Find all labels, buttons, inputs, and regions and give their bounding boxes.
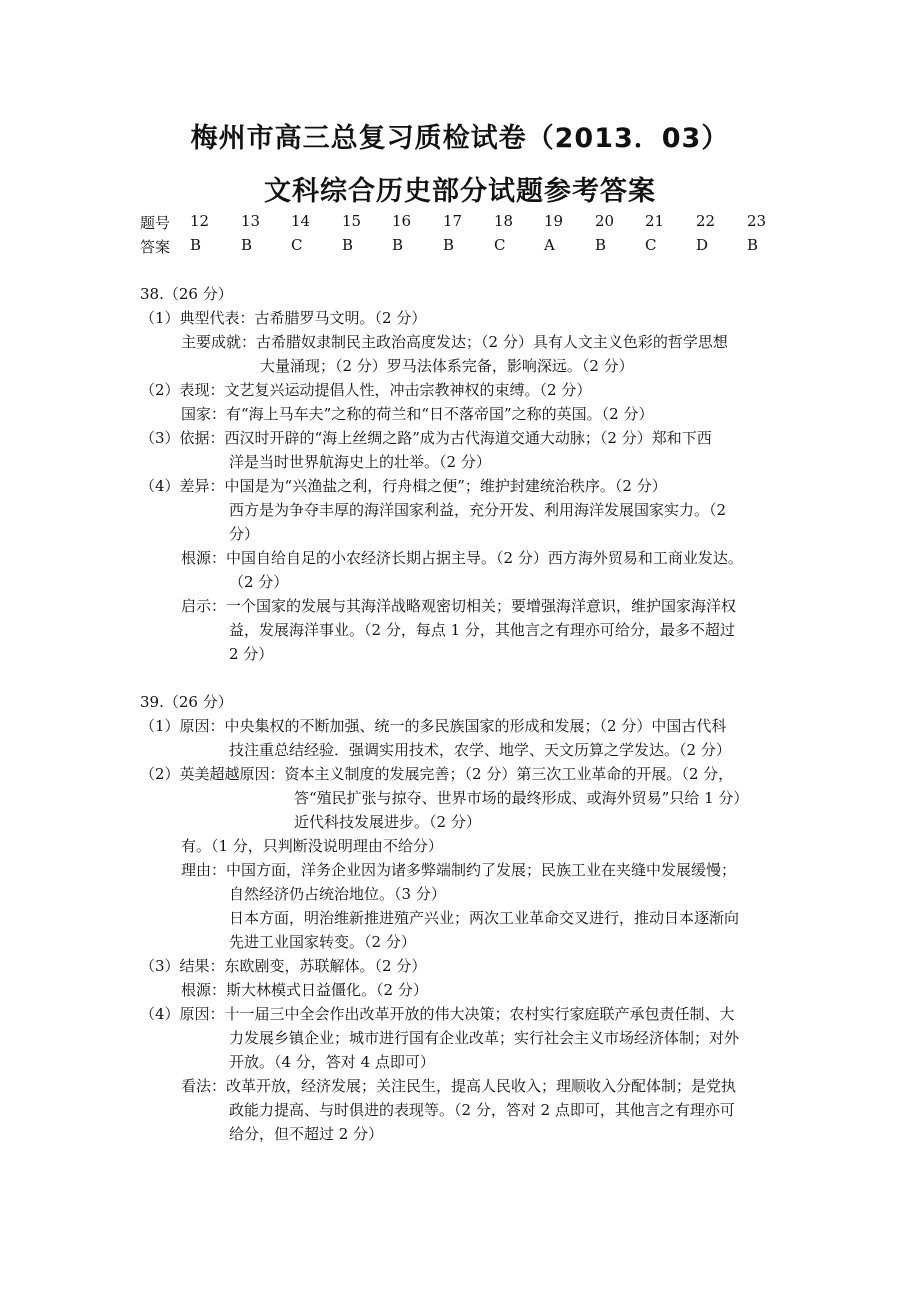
q38-heading: 38.（26 分） [140, 285, 233, 303]
answer-line: 启示：一个国家的发展与其海洋战略观密切相关；要增强海洋意识，维护国家海洋权 [181, 597, 737, 615]
answer-line: 自然经济仍占统治地位。（3 分） [229, 885, 446, 903]
answer-line: 政能力提高、与时俱进的表现等。（2 分，答对 2 点即可，其他言之有理亦可 [229, 1101, 735, 1119]
answer-line: 国家：有“海上马车夫”之称的荷兰和“日不落帝国”之称的英国。（2 分） [181, 405, 654, 423]
answer-line: （4）差异：中国是为“兴渔盐之利，行舟楫之便”；维护封建统治秩序。（2 分） [140, 477, 667, 495]
answer-line: 益，发展海洋事业。（2 分，每点 1 分，其他言之有理亦可给分，最多不超过 [229, 621, 735, 639]
answer-line: 给分，但不超过 2 分） [229, 1125, 384, 1143]
answer-line: 理由：中国方面，洋务企业因为诸多弊端制约了发展；民族工业在夹缝中发展缓慢； [181, 861, 737, 879]
answer-letter: B [443, 236, 455, 254]
answer-line: 有。（1 分，只判断没说明理由不给分） [181, 837, 443, 855]
page-subtitle: 文科综合历史部分试题参考答案 [264, 176, 656, 207]
answer-line: 近代科技发展进步。（2 分） [294, 813, 481, 831]
answer-line: （3）结果：东欧剧变，苏联解体。（2 分） [140, 957, 427, 975]
answer-line: （1）原因：中央集权的不断加强、统一的多民族国家的形成和发展；（2 分）中国古代科 [140, 717, 727, 735]
answer-line: （1）典型代表：古希腊罗马文明。（2 分） [140, 309, 427, 327]
answer-letter: B [342, 236, 354, 254]
answer-letter: D [696, 236, 709, 254]
answer-letter: C [494, 236, 506, 254]
answer-line: 大量涌现；（2 分）罗马法体系完备，影响深远。（2 分） [260, 357, 634, 375]
answer-letter: C [645, 236, 657, 254]
question-number: 19 [544, 212, 564, 230]
row-label-number: 题号 [140, 214, 171, 232]
row-label-answer: 答案 [140, 238, 171, 256]
question-number: 23 [747, 212, 767, 230]
answer-line: 开放。（4 分，答对 4 点即可） [229, 1053, 435, 1071]
answer-line: 洋是当时世界航海史上的壮举。（2 分） [229, 453, 491, 471]
answer-letter: B [595, 236, 607, 254]
answer-letter: B [747, 236, 759, 254]
answer-line: 日本方面，明治维新推进殖产兴业；两次工业革命交叉进行，推动日本逐渐向 [229, 909, 740, 927]
answer-line: （2）英美超越原因：资本主义制度的发展完善；（2 分）第三次工业革命的开展。（2 分， [140, 765, 734, 783]
question-number: 22 [696, 212, 716, 230]
answer-line: 根源：斯大林模式日益僵化。（2 分） [181, 981, 428, 999]
question-number: 13 [241, 212, 261, 230]
answer-line: 2 分） [229, 645, 274, 663]
answer-letter: B [190, 236, 202, 254]
answer-line: 分） [229, 525, 260, 543]
answer-line: 力发展乡镇企业；城市进行国有企业改革；实行社会主义市场经济体制；对外 [229, 1029, 740, 1047]
page-title: 梅州市高三总复习质检试卷（2013．03） [190, 123, 730, 154]
answer-line: 看法：改革开放，经济发展；关注民生，提高人民收入；理顺收入分配体制；是党执 [181, 1077, 737, 1095]
answer-letter: C [291, 236, 303, 254]
answer-line: 先进工业国家转变。（2 分） [229, 933, 416, 951]
question-number: 14 [291, 212, 311, 230]
question-number: 20 [595, 212, 615, 230]
answer-line: 西方是为争夺丰厚的海洋国家利益，充分开发、利用海洋发展国家实力。（2 [229, 501, 727, 519]
answer-letter: B [241, 236, 253, 254]
answer-line: （3）依据：西汉时开辟的“海上丝绸之路”成为古代海道交通大动脉；（2 分）郑和下西 [140, 429, 712, 447]
answer-line: 技注重总结经验．强调实用技术，农学、地学、天文历算之学发达。（2 分） [229, 741, 731, 759]
question-number: 12 [190, 212, 210, 230]
answer-line: 根源：中国自给自足的小农经济长期占据主导。（2 分）西方海外贸易和工商业发达。 [181, 549, 743, 567]
question-number: 21 [645, 212, 665, 230]
answer-line: （4）原因：十一届三中全会作出改革开放的伟大决策；农村实行家庭联产承包责任制、大 [140, 1005, 735, 1023]
answer-line: （2）表现：文艺复兴运动提倡人性，冲击宗教神权的束缚。（2 分） [140, 381, 592, 399]
question-number: 16 [392, 212, 412, 230]
question-number: 15 [342, 212, 362, 230]
answer-letter: B [392, 236, 404, 254]
question-number: 17 [443, 212, 463, 230]
q39-heading: 39.（26 分） [140, 693, 233, 711]
question-number: 18 [494, 212, 514, 230]
answer-line: 答“殖民扩张与掠夺、世界市场的最终形成、或海外贸易”只给 1 分） [294, 789, 749, 807]
answer-letter: A [544, 236, 555, 254]
answer-line: （2 分） [229, 573, 289, 591]
answer-line: 主要成就：古希腊奴隶制民主政治高度发达；（2 分）具有人文主义色彩的哲学思想 [181, 333, 728, 351]
